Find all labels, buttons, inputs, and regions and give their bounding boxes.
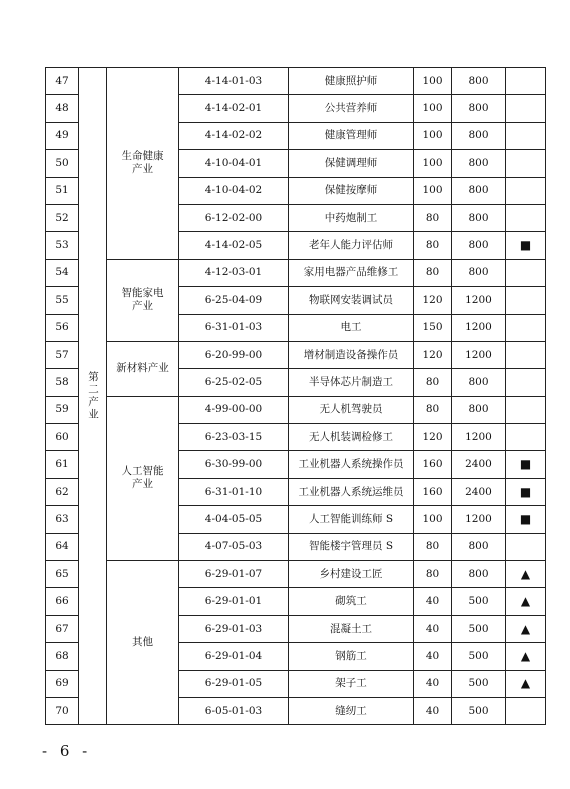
subsidy-amount-cell: 800 (452, 150, 506, 177)
occupation-table (45, 67, 546, 725)
occupation-code-cell: 4-14-02-05 (179, 232, 289, 259)
occupation-code-cell: 4-12-03-01 (179, 259, 289, 286)
occupation-name-cell: 保健按摩师 (289, 177, 414, 204)
training-hours-cell: 120 (414, 287, 452, 314)
marker-cell: ■ (506, 451, 546, 478)
row-number-cell: 66 (46, 588, 79, 615)
subsidy-amount-cell: 800 (452, 561, 506, 588)
occupation-name-cell: 保健调理师 (289, 150, 414, 177)
training-hours-cell: 80 (414, 232, 452, 259)
subsidy-amount-cell: 1200 (452, 341, 506, 368)
marker-cell (506, 533, 546, 560)
training-hours-cell: 80 (414, 369, 452, 396)
subsidy-amount-cell: 1200 (452, 314, 506, 341)
training-hours-cell: 40 (414, 643, 452, 670)
training-hours-cell: 80 (414, 259, 452, 286)
training-hours-cell: 100 (414, 150, 452, 177)
training-hours-cell: 100 (414, 177, 452, 204)
occupation-name-cell: 老年人能力评估师 (289, 232, 414, 259)
row-number-cell: 65 (46, 561, 79, 588)
occupation-code-cell: 6-29-01-07 (179, 561, 289, 588)
occupation-name-cell: 健康管理师 (289, 122, 414, 149)
table-row (46, 396, 546, 423)
occupation-name-cell: 家用电器产品维修工 (289, 259, 414, 286)
training-hours-cell: 100 (414, 68, 452, 95)
occupation-name-cell: 混凝土工 (289, 615, 414, 642)
marker-cell: ■ (506, 232, 546, 259)
occupation-code-cell: 6-29-01-05 (179, 670, 289, 697)
occupation-name-cell: 健康照护师 (289, 68, 414, 95)
row-number-cell: 68 (46, 643, 79, 670)
occupation-code-cell: 6-30-99-00 (179, 451, 289, 478)
row-number-cell: 62 (46, 478, 79, 505)
row-number-cell: 52 (46, 204, 79, 231)
row-number-cell: 53 (46, 232, 79, 259)
occupation-name-cell: 人工智能训练师 S (289, 506, 414, 533)
training-hours-cell: 40 (414, 615, 452, 642)
subsidy-amount-cell: 1200 (452, 506, 506, 533)
industry-group-cell: 生命健康 产业 (107, 68, 179, 260)
subsidy-amount-cell: 800 (452, 68, 506, 95)
training-hours-cell: 120 (414, 424, 452, 451)
marker-cell (506, 68, 546, 95)
occupation-name-cell: 砌筑工 (289, 588, 414, 615)
occupation-code-cell: 4-14-02-01 (179, 95, 289, 122)
training-hours-cell: 40 (414, 670, 452, 697)
row-number-cell: 55 (46, 287, 79, 314)
subsidy-amount-cell: 800 (452, 396, 506, 423)
occupation-name-cell: 物联网安装调试员 (289, 287, 414, 314)
table-row (46, 68, 546, 95)
training-hours-cell: 100 (414, 122, 452, 149)
subsidy-amount-cell: 800 (452, 369, 506, 396)
row-number-cell: 60 (46, 424, 79, 451)
training-hours-cell: 100 (414, 506, 452, 533)
subsidy-amount-cell: 800 (452, 259, 506, 286)
occupation-code-cell: 6-23-03-15 (179, 424, 289, 451)
row-number-cell: 64 (46, 533, 79, 560)
occupation-code-cell: 6-12-02-00 (179, 204, 289, 231)
occupation-name-cell: 电工 (289, 314, 414, 341)
row-number-cell: 50 (46, 150, 79, 177)
marker-cell: ■ (506, 478, 546, 505)
occupation-code-cell: 4-99-00-00 (179, 396, 289, 423)
training-hours-cell: 40 (414, 697, 452, 724)
marker-cell: ▲ (506, 588, 546, 615)
marker-cell (506, 95, 546, 122)
subsidy-amount-cell: 800 (452, 204, 506, 231)
row-number-cell: 61 (46, 451, 79, 478)
training-hours-cell: 40 (414, 588, 452, 615)
marker-cell (506, 396, 546, 423)
occupation-code-cell: 6-05-01-03 (179, 697, 289, 724)
marker-cell (506, 341, 546, 368)
row-number-cell: 48 (46, 95, 79, 122)
occupation-code-cell: 6-20-99-00 (179, 341, 289, 368)
occupation-code-cell: 6-25-02-05 (179, 369, 289, 396)
occupation-name-cell: 工业机器人系统运维员 (289, 478, 414, 505)
subsidy-amount-cell: 800 (452, 122, 506, 149)
row-number-cell: 54 (46, 259, 79, 286)
occupation-code-cell: 4-10-04-02 (179, 177, 289, 204)
row-number-cell: 63 (46, 506, 79, 533)
occupation-code-cell: 6-29-01-01 (179, 588, 289, 615)
marker-cell (506, 314, 546, 341)
occupation-name-cell: 半导体芯片制造工 (289, 369, 414, 396)
occupation-name-cell: 中药炮制工 (289, 204, 414, 231)
occupation-name-cell: 乡村建设工匠 (289, 561, 414, 588)
occupation-name-cell: 公共营养师 (289, 95, 414, 122)
marker-cell: ■ (506, 506, 546, 533)
marker-cell (506, 287, 546, 314)
industry-group-cell: 其他 (107, 561, 179, 725)
row-number-cell: 59 (46, 396, 79, 423)
marker-cell (506, 369, 546, 396)
training-hours-cell: 150 (414, 314, 452, 341)
subsidy-amount-cell: 800 (452, 177, 506, 204)
marker-cell (506, 204, 546, 231)
row-number-cell: 70 (46, 697, 79, 724)
row-number-cell: 69 (46, 670, 79, 697)
subsidy-amount-cell: 2400 (452, 451, 506, 478)
row-number-cell: 58 (46, 369, 79, 396)
row-number-cell: 57 (46, 341, 79, 368)
row-number-cell: 51 (46, 177, 79, 204)
training-hours-cell: 160 (414, 478, 452, 505)
page-number: - 6 - (42, 742, 92, 760)
marker-cell: ▲ (506, 670, 546, 697)
marker-cell (506, 177, 546, 204)
marker-cell (506, 697, 546, 724)
occupation-name-cell: 钢筋工 (289, 643, 414, 670)
industry-group-cell: 智能家电 产业 (107, 259, 179, 341)
subsidy-amount-cell: 500 (452, 670, 506, 697)
training-hours-cell: 80 (414, 533, 452, 560)
occupation-name-cell: 架子工 (289, 670, 414, 697)
marker-cell: ▲ (506, 615, 546, 642)
subsidy-amount-cell: 800 (452, 533, 506, 560)
training-hours-cell: 80 (414, 204, 452, 231)
occupation-code-cell: 6-31-01-03 (179, 314, 289, 341)
marker-cell (506, 122, 546, 149)
industry-group-cell: 人工智能 产业 (107, 396, 179, 560)
subsidy-amount-cell: 800 (452, 232, 506, 259)
row-number-cell: 47 (46, 68, 79, 95)
training-hours-cell: 80 (414, 396, 452, 423)
occupation-code-cell: 6-29-01-03 (179, 615, 289, 642)
occupation-name-cell: 无人机驾驶员 (289, 396, 414, 423)
subsidy-amount-cell: 1200 (452, 424, 506, 451)
industry-group-cell: 新材料产业 (107, 341, 179, 396)
training-hours-cell: 120 (414, 341, 452, 368)
occupation-name-cell: 无人机装调检修工 (289, 424, 414, 451)
marker-cell (506, 150, 546, 177)
occupation-code-cell: 4-14-01-03 (179, 68, 289, 95)
training-hours-cell: 80 (414, 561, 452, 588)
training-hours-cell: 160 (414, 451, 452, 478)
row-number-cell: 49 (46, 122, 79, 149)
subsidy-amount-cell: 800 (452, 95, 506, 122)
subsidy-amount-cell: 500 (452, 697, 506, 724)
subsidy-amount-cell: 500 (452, 588, 506, 615)
marker-cell (506, 259, 546, 286)
subsidy-amount-cell: 1200 (452, 287, 506, 314)
marker-cell (506, 424, 546, 451)
occupation-code-cell: 4-10-04-01 (179, 150, 289, 177)
occupation-code-cell: 4-04-05-05 (179, 506, 289, 533)
table-row (46, 341, 546, 368)
subsidy-amount-cell: 2400 (452, 478, 506, 505)
training-hours-cell: 100 (414, 95, 452, 122)
subsidy-amount-cell: 500 (452, 643, 506, 670)
occupation-name-cell: 智能楼宇管理员 S (289, 533, 414, 560)
occupation-name-cell: 增材制造设备操作员 (289, 341, 414, 368)
row-number-cell: 56 (46, 314, 79, 341)
occupation-code-cell: 6-29-01-04 (179, 643, 289, 670)
table-row (46, 259, 546, 286)
occupation-code-cell: 4-07-05-03 (179, 533, 289, 560)
occupation-code-cell: 4-14-02-02 (179, 122, 289, 149)
marker-cell: ▲ (506, 643, 546, 670)
marker-cell: ▲ (506, 561, 546, 588)
sector-cell: 第二产业 (79, 68, 107, 725)
subsidy-amount-cell: 500 (452, 615, 506, 642)
occupation-code-cell: 6-31-01-10 (179, 478, 289, 505)
table-row (46, 561, 546, 588)
occupation-name-cell: 缝纫工 (289, 697, 414, 724)
occupation-code-cell: 6-25-04-09 (179, 287, 289, 314)
occupation-name-cell: 工业机器人系统操作员 (289, 451, 414, 478)
row-number-cell: 67 (46, 615, 79, 642)
